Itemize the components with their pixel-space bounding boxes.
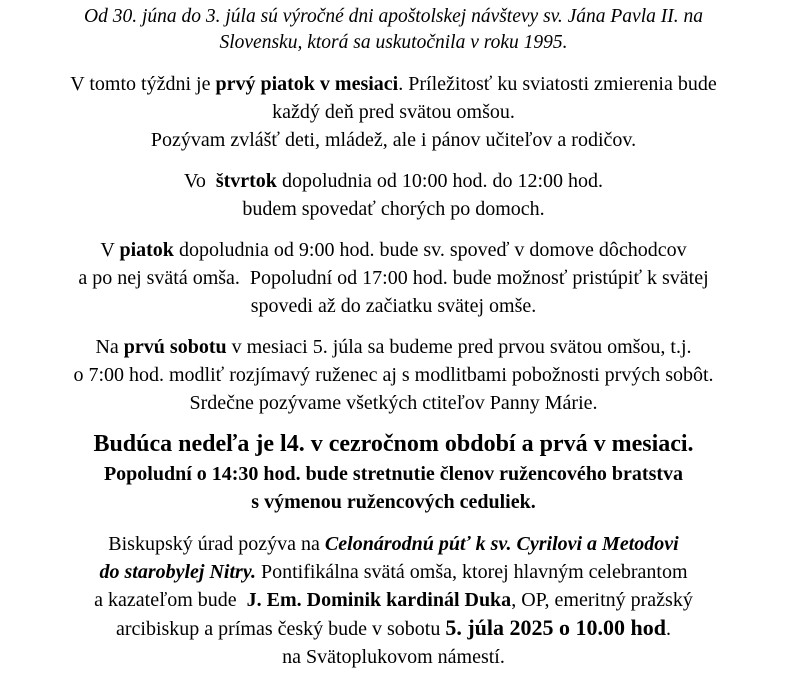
pilgrimage-event-name: Celonárodnú púť k sv. Cyrilovi a Metodovi <box>324 533 679 555</box>
saturday-text-a: Na <box>95 336 124 358</box>
saturday-line-1 <box>0 333 787 361</box>
friday-text-c: dopoludnia od 9:00 hod. bude sv. spoveď v domove dôchodcov <box>173 239 687 261</box>
thursday-line-1 <box>0 167 787 195</box>
rosary-meeting-paragraph <box>0 460 787 516</box>
saturday-text-c: v mesiaci 5. júla sa budeme pred prvou svätou omšou, t.j. <box>226 336 692 358</box>
friday-highlight: piatok <box>119 239 174 261</box>
pilgrimage-text-d: , OP, emeritný pražský <box>511 589 693 611</box>
saturday-paragraph <box>0 333 787 417</box>
thursday-text-a: Vo <box>183 170 216 192</box>
first-friday-line-3: Pozývam zvlášť deti, mládež, ale i pánov učiteľov a rodičov. <box>150 129 637 151</box>
pilgrimage-paragraph <box>0 530 787 671</box>
pilgrimage-date: 5. júla 2025 o 10.00 hod <box>445 615 667 640</box>
friday-line-2: a po nej svätá omša. Popoludní od 17:00 hod. bude možnosť pristúpiť k svätej <box>78 267 709 289</box>
pilgrimage-line-4 <box>0 614 787 643</box>
first-friday-text-a: V tomto týždni je <box>70 73 216 95</box>
friday-line-3: spovedi až do začiatku svätej omše. <box>250 295 537 317</box>
pilgrimage-celebrant: J. Em. Dominik kardinál Duka <box>246 589 512 611</box>
pilgrimage-text-b: Pontifikálna svätá omša, ktorej hlavným celebrantom <box>255 561 688 583</box>
first-friday-line-1 <box>0 70 787 98</box>
pilgrimage-line-1 <box>0 530 787 558</box>
intro-line-1: Od 30. júna do 3. júla sú výročné dni apoštolskej návštevy sv. Jána Pavla II. na <box>84 6 703 27</box>
pilgrimage-text-a: Biskupský úrad pozýva na <box>108 533 325 555</box>
friday-paragraph <box>0 236 787 320</box>
intro-paragraph <box>0 4 787 56</box>
pilgrimage-text-c: a kazateľom bude <box>94 589 247 611</box>
saturday-line-3: Srdečne pozývame všetkých ctiteľov Panny Márie. <box>189 392 598 414</box>
pilgrimage-place: do starobylej Nitry. <box>99 561 256 583</box>
pilgrimage-text-f: . <box>666 618 672 640</box>
friday-line-1 <box>0 236 787 264</box>
friday-text-a: V <box>100 239 120 261</box>
pilgrimage-text-e: arcibiskup a prímas český bude v sobotu <box>115 618 446 640</box>
rosary-meeting-line-1: Popoludní o 14:30 hod. bude stretnutie členov ružencového bratstva <box>103 463 684 485</box>
thursday-paragraph <box>0 167 787 223</box>
pilgrimage-line-2 <box>0 558 787 586</box>
pilgrimage-line-3 <box>0 586 787 614</box>
first-friday-text-c: . Príležitosť ku sviatosti zmierenia bude <box>398 73 717 95</box>
first-friday-highlight: prvý piatok v mesiaci <box>215 73 399 95</box>
next-sunday-paragraph <box>0 428 787 460</box>
thursday-text-c: dopoludnia od 10:00 hod. do 12:00 hod. <box>276 170 604 192</box>
first-friday-paragraph <box>0 70 787 154</box>
saturday-line-2: o 7:00 hod. modliť rozjímavý ruženec aj s modlitbami pobožnosti prvých sobôt. <box>73 364 714 386</box>
pilgrimage-line-5: na Svätoplukovom námestí. <box>282 646 505 668</box>
first-friday-line-2: každý deň pred svätou omšou. <box>272 101 515 123</box>
thursday-line-2: budem spovedať chorých po domoch. <box>242 198 545 220</box>
intro-line-2: Slovensku, ktorá sa uskutočnila v roku 1995. <box>219 32 568 53</box>
saturday-highlight: prvú sobotu <box>123 336 227 358</box>
rosary-meeting-line-2: s výmenou ružencových ceduliek. <box>251 491 536 513</box>
next-sunday-headline: Budúca nedeľa je l4. v cezročnom období a prvá v mesiaci. <box>93 431 694 457</box>
thursday-highlight: štvrtok <box>215 170 277 192</box>
